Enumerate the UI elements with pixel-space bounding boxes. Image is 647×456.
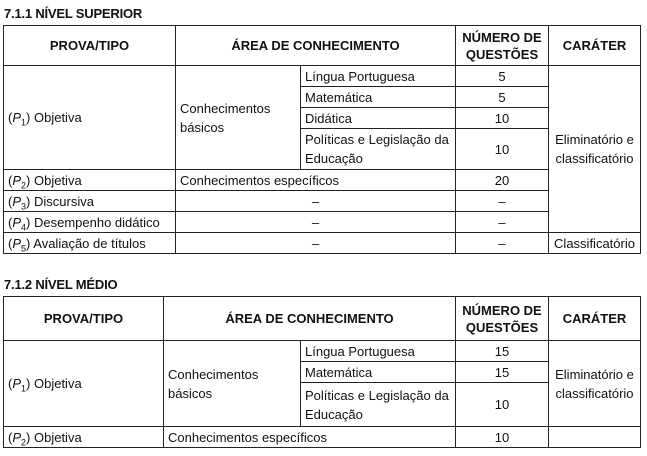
area-especificos: Conhecimentos específicos (176, 170, 456, 191)
subarea: Língua Portuguesa (301, 66, 456, 87)
num-questoes: 5 (456, 66, 549, 87)
area-conhecimentos-basicos: Conhecimentos básicos (176, 66, 301, 170)
subarea: Didática (301, 108, 456, 129)
table-nivel-superior (3, 25, 641, 254)
area-conhecimentos-basicos: Conhecimentos básicos (164, 341, 301, 427)
num-questoes: – (456, 212, 549, 233)
header-prova: PROVA/TIPO (4, 26, 176, 66)
header-area: ÁREA DE CONHECIMENTO (164, 297, 456, 341)
section-title-superior: 7.1.1 NÍVEL SUPERIOR (4, 6, 143, 21)
num-questoes: 15 (456, 362, 549, 383)
subarea: Matemática (301, 362, 456, 383)
prova-p3: $(P_3)$ Discursiva (4, 191, 176, 212)
header-carater: CARÁTER (549, 26, 641, 66)
subarea: Língua Portuguesa (301, 341, 456, 362)
header-area: ÁREA DE CONHECIMENTO (176, 26, 456, 66)
table-row (4, 66, 641, 87)
table-row (4, 427, 641, 448)
num-questoes: – (456, 233, 549, 254)
carater-empty (549, 427, 641, 448)
num-questoes: – (456, 191, 549, 212)
table-nivel-medio (3, 296, 641, 448)
num-questoes: 20 (456, 170, 549, 191)
prova-p5: $(P_5)$ Avaliação de títulos (4, 233, 176, 254)
prova-p1: $(P_1)$ Objetiva (4, 341, 164, 427)
area-especificos: Conhecimentos específicos (164, 427, 456, 448)
header-numero: NÚMERO DE QUESTÕES (456, 297, 549, 341)
area-dash: – (176, 212, 456, 233)
num-questoes: 5 (456, 87, 549, 108)
prova-p4: $(P_4)$ Desempenho didático (4, 212, 176, 233)
header-prova: PROVA/TIPO (4, 297, 164, 341)
num-questoes: 10 (456, 427, 549, 448)
subarea: Políticas e Legislação da Educação (301, 383, 456, 427)
area-dash: – (176, 233, 456, 254)
prova-p2: $(P_2)$ Objetiva (4, 427, 164, 448)
table-row (4, 191, 641, 212)
table-row (4, 212, 641, 233)
prova-p1: $(P_1)$ Objetiva (4, 66, 176, 170)
carater-classificatorio: Classificatório (549, 233, 641, 254)
num-questoes: 10 (456, 129, 549, 170)
area-dash: – (176, 191, 456, 212)
table-header-row (4, 26, 641, 66)
table-header-row (4, 297, 641, 341)
num-questoes: 10 (456, 383, 549, 427)
carater-main: Eliminatório e classificatório (549, 341, 641, 427)
carater-main: Eliminatório e classificatório (549, 66, 641, 233)
header-carater: CARÁTER (549, 297, 641, 341)
num-questoes: 15 (456, 341, 549, 362)
header-numero: NÚMERO DE QUESTÕES (456, 26, 549, 66)
subarea: Matemática (301, 87, 456, 108)
table-row (4, 341, 641, 362)
num-questoes: 10 (456, 108, 549, 129)
table-row (4, 233, 641, 254)
section-title-medio: 7.1.2 NÍVEL MÉDIO (4, 277, 118, 292)
table-row (4, 170, 641, 191)
subarea: Políticas e Legislação da Educação (301, 129, 456, 170)
prova-p2: $(P_2)$ Objetiva (4, 170, 176, 191)
